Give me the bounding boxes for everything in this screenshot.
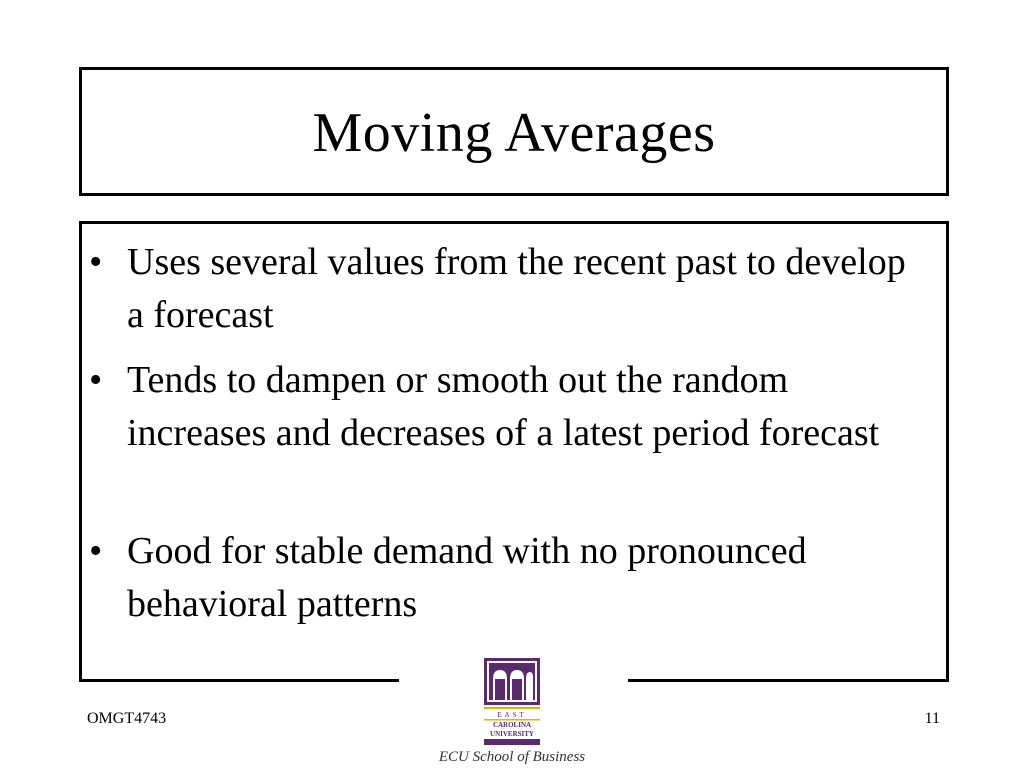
bullet-marker: • xyxy=(89,359,103,401)
page-number: 11 xyxy=(924,710,940,727)
school-name: ECU School of Business xyxy=(438,749,586,765)
slide-title: Moving Averages xyxy=(312,101,716,164)
title-box xyxy=(79,67,949,196)
bullet-text: Uses several values from the recent past to develop a forecast xyxy=(127,241,906,336)
svg-text:UNIVERSITY: UNIVERSITY xyxy=(490,730,534,738)
bullet-text: Good for stable demand with no pronounced behavioral patterns xyxy=(127,530,807,625)
bottom-border-right xyxy=(628,679,949,682)
bullet-text: Tends to dampen or smooth out the random increases and decreases of a latest period forecast xyxy=(127,359,880,454)
bullet-marker: • xyxy=(89,530,103,572)
bottom-border-left xyxy=(79,679,399,682)
bullet-marker: • xyxy=(89,241,103,283)
content-box xyxy=(79,221,949,681)
svg-text:CAROLINA: CAROLINA xyxy=(492,721,532,729)
svg-text:EAST: EAST xyxy=(497,711,527,719)
ecu-logo-icon xyxy=(481,655,543,748)
course-code: OMGT4743 xyxy=(87,710,167,727)
